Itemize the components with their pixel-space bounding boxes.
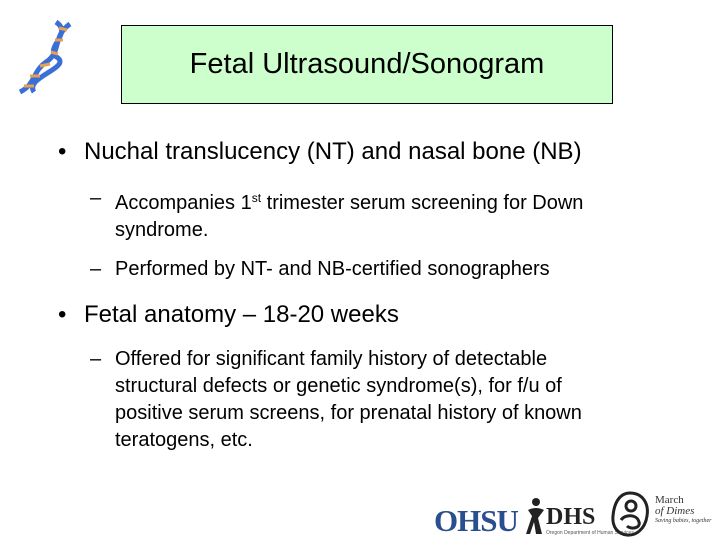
sub-bullet-text: Offered for significant family history of detectable structural defects or genetic syndrome(s), for f/u of positive serum screens, for prenatal history of known teratogens, etc. — [115, 348, 582, 451]
dash-glyph: – — [90, 187, 102, 209]
bullet-glyph: • — [58, 301, 67, 328]
sub-bullet-text: Accompanies 1st trimester serum screening for Down syndrome. — [115, 191, 584, 241]
title-box — [121, 25, 613, 104]
dna-helix-icon — [12, 18, 82, 96]
dhs-subtitle: Oregon Department of Human Services — [546, 530, 634, 536]
ohsu-logo: OHSU — [434, 503, 518, 538]
march-of-dimes-text: March of Dimes Saving babies, together — [655, 494, 712, 524]
slide-title: Fetal Ultrasound/Sonogram — [189, 48, 545, 80]
dhs-figure-icon — [524, 496, 548, 536]
bullet-text: Nuchal translucency (NT) and nasal bone (NB) — [84, 138, 582, 165]
dash-glyph: – — [90, 348, 102, 370]
march-of-dimes-logo-icon — [609, 490, 651, 538]
bullet-glyph: • — [58, 138, 67, 165]
dash-glyph: – — [90, 258, 102, 280]
dhs-logo: DHS — [546, 504, 596, 530]
bullet-text: Fetal anatomy – 18-20 weeks — [84, 301, 399, 328]
sub-bullet-text: Performed by NT- and NB-certified sonographers — [115, 258, 550, 280]
